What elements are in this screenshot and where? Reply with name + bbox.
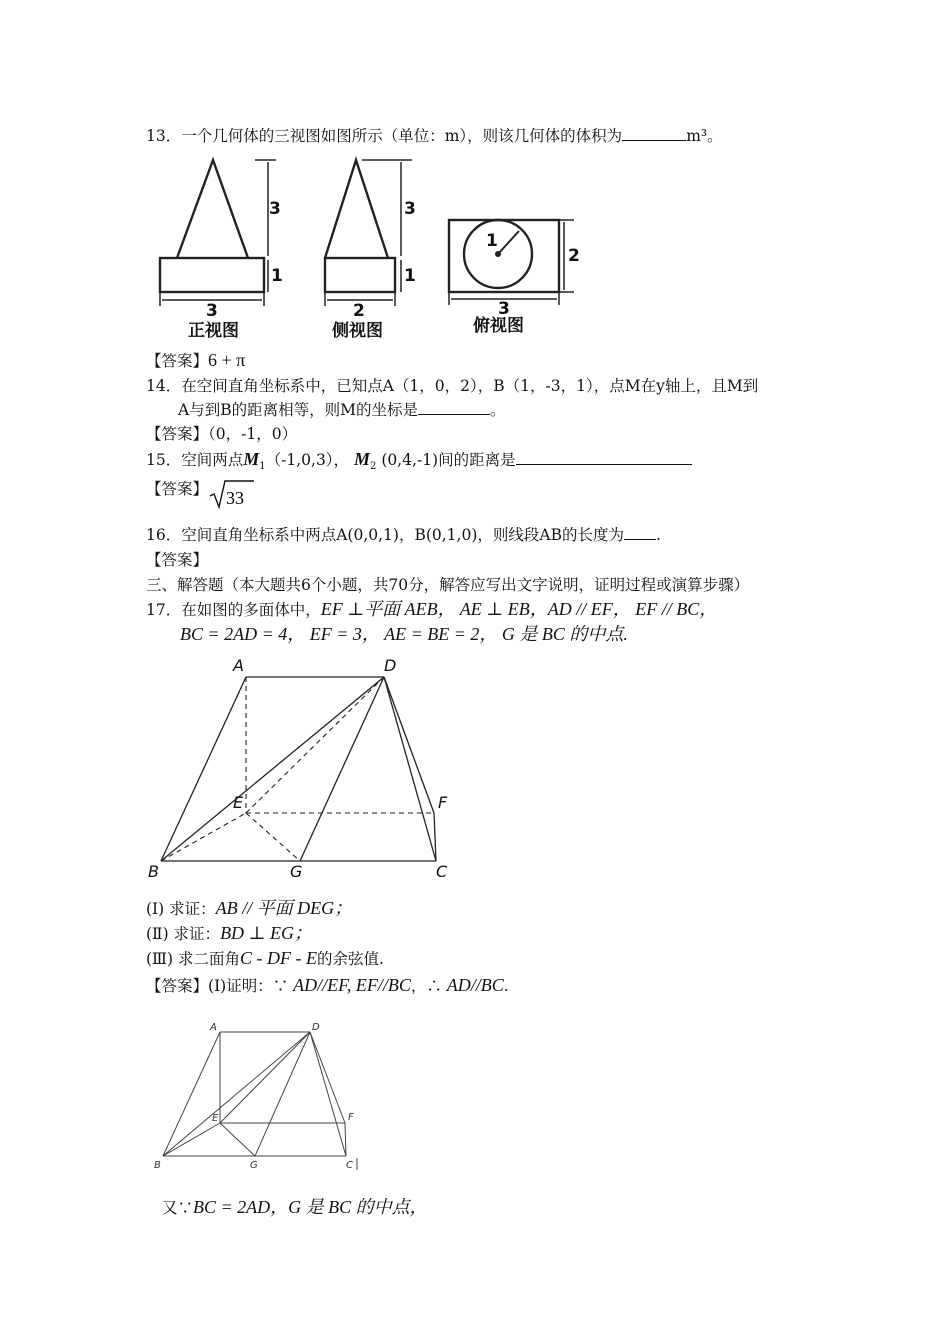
q14-line1: 14．在空间直角坐标系中，已知点A（1，0，2），B（1，-3，1），点M在y轴上，且M到	[146, 377, 759, 395]
three-views-figure	[150, 150, 590, 350]
side-view-caption: 侧视图	[332, 321, 383, 341]
top-height-2: 2	[568, 246, 580, 266]
q13-answer-label: 【答案】	[146, 352, 209, 370]
sqrt-symbol	[208, 478, 258, 510]
q15-m2: M	[354, 449, 371, 469]
side-width-2: 2	[353, 301, 365, 321]
q15-m2-coord: (0,4,-1)间的距离是	[381, 451, 516, 469]
q17-cont-math: BC = 2AD，G 是 BC 的中点，	[193, 1197, 428, 1217]
front-view	[160, 160, 276, 306]
q15-answer-label: 【答案】	[146, 480, 209, 498]
top-view	[449, 220, 574, 305]
q15-question	[146, 448, 692, 478]
q14-line2	[178, 399, 505, 421]
q14-line2-text: A与到B的距离相等，则M的坐标是	[178, 401, 418, 419]
q16-question	[146, 524, 661, 546]
q17-part2-math: BD ⊥ EG；	[220, 923, 312, 943]
q17-answer-math2: AD//BC	[446, 975, 504, 995]
q17-part2	[146, 922, 312, 945]
side-height-3: 3	[404, 199, 416, 219]
q17-part3	[146, 947, 384, 970]
front-view-caption: 正视图	[188, 321, 239, 341]
label-D: D	[384, 656, 397, 675]
q15-m1-sub: 1	[259, 461, 266, 473]
q16-blank	[624, 525, 656, 540]
front-width-3: 3	[206, 301, 218, 321]
label-B: B	[148, 862, 159, 881]
q17-cont-prefix: 又∵	[162, 1199, 194, 1217]
polyhedron-figure	[140, 655, 470, 885]
q17-line1	[146, 598, 717, 621]
q17-part2-label: (Ⅱ) 求证：	[146, 925, 221, 943]
q15-prefix: 15．空间两点	[146, 451, 244, 469]
top-width-3: 3	[498, 299, 510, 319]
q17-part1-math: AB // 平面 DEG；	[215, 898, 353, 918]
q17-answer-label: 【答案】	[146, 977, 209, 995]
side-view	[325, 160, 412, 306]
q17-part3-math: C - DF - E	[239, 948, 317, 968]
q13-answer	[146, 349, 245, 372]
front-height-1: 1	[271, 266, 283, 286]
polyhedron-figure-small	[150, 1020, 370, 1175]
q17-prefix: 17．在如图的多面体中，	[146, 601, 321, 619]
q17-answer-intro: (Ⅰ)证明：∵	[208, 977, 289, 995]
small-label-D: D	[312, 1022, 320, 1033]
q13-question	[146, 125, 723, 147]
label-F: F	[438, 793, 448, 812]
q15-m2-sub: 2	[370, 461, 377, 473]
q17-part3-label: (Ⅲ) 求二面角	[146, 950, 240, 968]
front-height-3: 3	[269, 199, 281, 219]
q17-part1	[146, 897, 352, 920]
q17-part3-end: 的余弦值.	[316, 950, 384, 968]
label-G: G	[290, 862, 303, 881]
q17-answer	[146, 974, 509, 997]
label-E: E	[233, 793, 244, 812]
q13-answer-value: 6 + π	[208, 350, 246, 370]
small-label-C: C	[346, 1160, 353, 1171]
q17-answer-sep: ，∴	[410, 977, 442, 995]
q17-continuation	[162, 1196, 428, 1219]
q17-line2	[180, 623, 628, 646]
small-label-F: F	[348, 1112, 354, 1123]
q17-conditions-2: BC = 2AD = 4， EF = 3， AE = BE = 2， G 是 BC 的中点.	[180, 624, 628, 644]
q15-m1-coord: （-1,0,3），	[265, 451, 350, 469]
section3-heading: 三、解答题（本大题共6个小题，共70分，解答应写出文字说明，证明过程或演算步骤）	[146, 576, 750, 594]
q17-answer-end: .	[503, 977, 509, 995]
q14-line2-end: 。	[489, 401, 506, 419]
small-label-B: B	[154, 1160, 161, 1171]
q16-text: 16．空间直角坐标系中两点A(0,0,1)，B(0,1,0)，则线段AB的长度为	[146, 526, 624, 544]
q13-blank	[622, 126, 686, 141]
q15-answer	[146, 478, 208, 500]
q14-blank	[418, 400, 490, 415]
q14-answer-label: 【答案】	[146, 425, 209, 443]
q13-unit: m³。	[686, 127, 723, 145]
q13-text: 13．一个几何体的三视图如图所示（单位：m），则该几何体的体积为	[146, 127, 623, 145]
q14-answer-value: （0，-1，0）	[208, 425, 298, 443]
q15-m1: M	[243, 449, 260, 469]
q15-blank	[516, 450, 692, 465]
q14-answer	[146, 423, 297, 445]
small-label-A: A	[210, 1022, 217, 1033]
q16-answer-label: 【答案】	[146, 551, 209, 569]
q17-conditions-1: EF ⊥平面 AEB， AE ⊥ EB，AD // EF， EF // BC，	[320, 599, 718, 619]
q17-part1-label: (Ⅰ) 求证：	[146, 900, 216, 918]
small-label-G: G	[250, 1160, 258, 1171]
top-view-caption: 俯视图	[473, 316, 524, 336]
side-height-1: 1	[404, 266, 416, 286]
top-radius-1: 1	[486, 231, 498, 251]
q16-end: .	[655, 526, 661, 544]
q15-answer-radicand: 33	[226, 488, 244, 508]
label-C: C	[436, 862, 448, 881]
small-label-E: E	[212, 1113, 219, 1124]
q17-answer-math1: AD//EF, EF//BC	[293, 975, 411, 995]
label-A: A	[233, 656, 244, 675]
